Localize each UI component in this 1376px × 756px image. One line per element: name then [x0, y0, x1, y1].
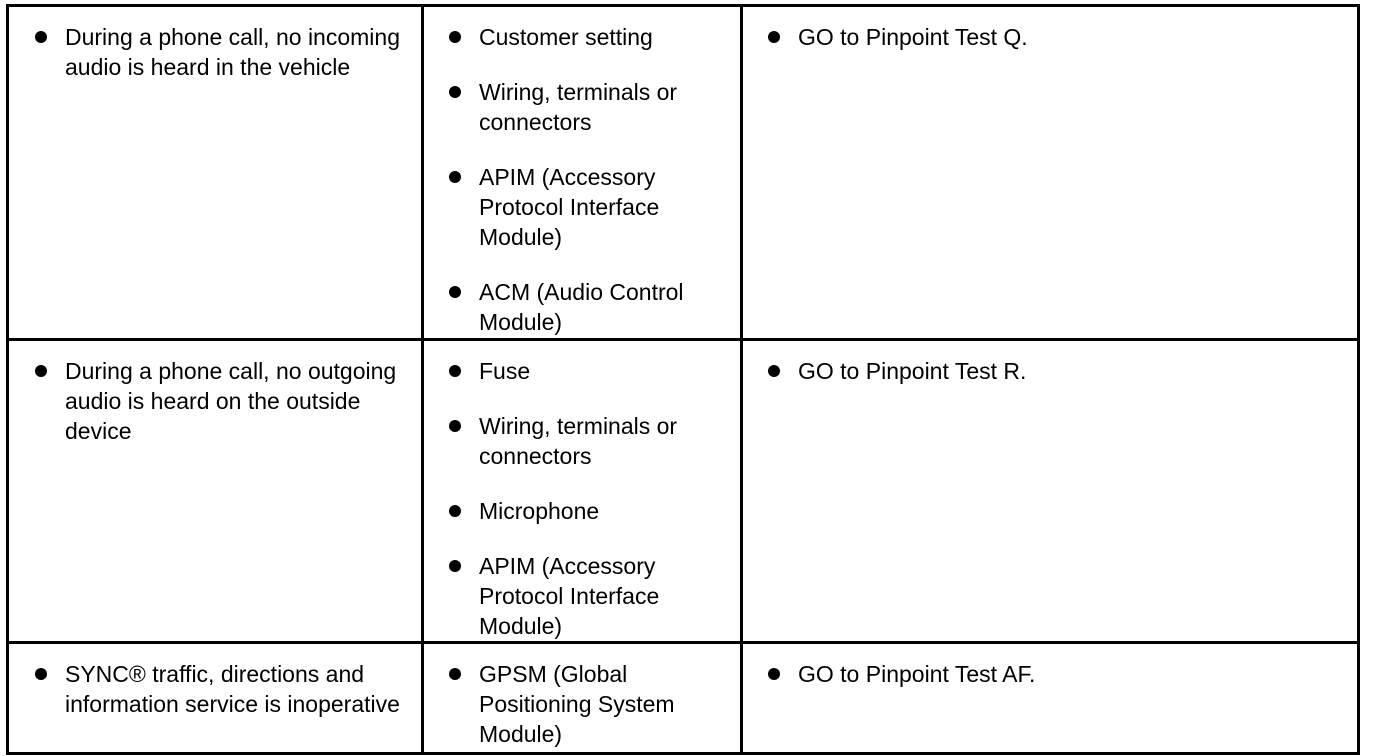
action-text: GO to Pinpoint Test Q.: [798, 24, 1028, 50]
symptom-text: During a phone call, no incoming audio is heard in the vehicle: [65, 24, 400, 80]
symptom-text: During a phone call, no outgoing audio is heard on the outside device: [65, 358, 397, 444]
bullet-icon: [768, 31, 780, 43]
possible-source-text: APIM (Accessory Protocol Interface Module): [479, 164, 660, 250]
bullet-icon: [449, 171, 461, 183]
list-item: [9, 659, 401, 719]
possible-source-list: [424, 7, 740, 337]
possible-source-text: APIM (Accessory Protocol Interface Module): [479, 553, 660, 639]
possible-source-text: Customer setting: [479, 24, 653, 50]
bullet-icon: [449, 86, 461, 98]
list-item: [424, 277, 720, 337]
table-row: [8, 643, 1359, 754]
symptom-list: [9, 341, 421, 446]
bullet-icon: [449, 668, 461, 680]
bullet-icon: [35, 365, 47, 377]
action-cell: [742, 643, 1359, 754]
action-list: [743, 644, 1357, 689]
possible-source-text: ACM (Audio Control Module): [479, 279, 684, 335]
symptom-text: SYNC® traffic, directions and information service is inoperative: [65, 661, 400, 717]
bullet-icon: [449, 286, 461, 298]
action-list: [743, 341, 1357, 386]
possible-source-cell: [423, 6, 742, 340]
list-item: [424, 162, 720, 252]
possible-source-list: [424, 341, 740, 641]
possible-source-text: GPSM (Global Positioning System Module): [479, 661, 675, 747]
list-item: [743, 659, 1337, 689]
symptom-cell: [8, 340, 423, 643]
bullet-icon: [449, 31, 461, 43]
bullet-icon: [449, 365, 461, 377]
table-row: [8, 6, 1359, 340]
action-cell: [742, 340, 1359, 643]
list-item: [424, 496, 720, 526]
list-item: [9, 356, 401, 446]
action-text: GO to Pinpoint Test AF.: [798, 661, 1036, 687]
bullet-icon: [449, 505, 461, 517]
bullet-icon: [768, 668, 780, 680]
symptom-cell: [8, 6, 423, 340]
list-item: [424, 411, 720, 471]
list-item: [424, 659, 720, 749]
bullet-icon: [35, 31, 47, 43]
symptom-list: [9, 644, 421, 719]
action-list: [743, 7, 1357, 52]
action-text: GO to Pinpoint Test R.: [798, 358, 1027, 384]
symptom-list: [9, 7, 421, 82]
bullet-icon: [768, 365, 780, 377]
possible-source-list: [424, 644, 740, 749]
bullet-icon: [449, 560, 461, 572]
symptom-chart-table: [6, 4, 1360, 755]
possible-source-cell: [423, 643, 742, 754]
bullet-icon: [35, 668, 47, 680]
list-item: [424, 551, 720, 641]
list-item: [424, 22, 720, 52]
action-cell: [742, 6, 1359, 340]
list-item: [743, 22, 1337, 52]
possible-source-text: Wiring, terminals or connectors: [479, 79, 678, 135]
bullet-icon: [449, 420, 461, 432]
possible-source-text: Fuse: [479, 358, 531, 384]
list-item: [9, 22, 401, 82]
possible-source-text: Wiring, terminals or connectors: [479, 413, 678, 469]
list-item: [743, 356, 1337, 386]
symptom-cell: [8, 643, 423, 754]
list-item: [424, 356, 720, 386]
possible-source-text: Microphone: [479, 498, 600, 524]
possible-source-cell: [423, 340, 742, 643]
list-item: [424, 77, 720, 137]
table-row: [8, 340, 1359, 643]
